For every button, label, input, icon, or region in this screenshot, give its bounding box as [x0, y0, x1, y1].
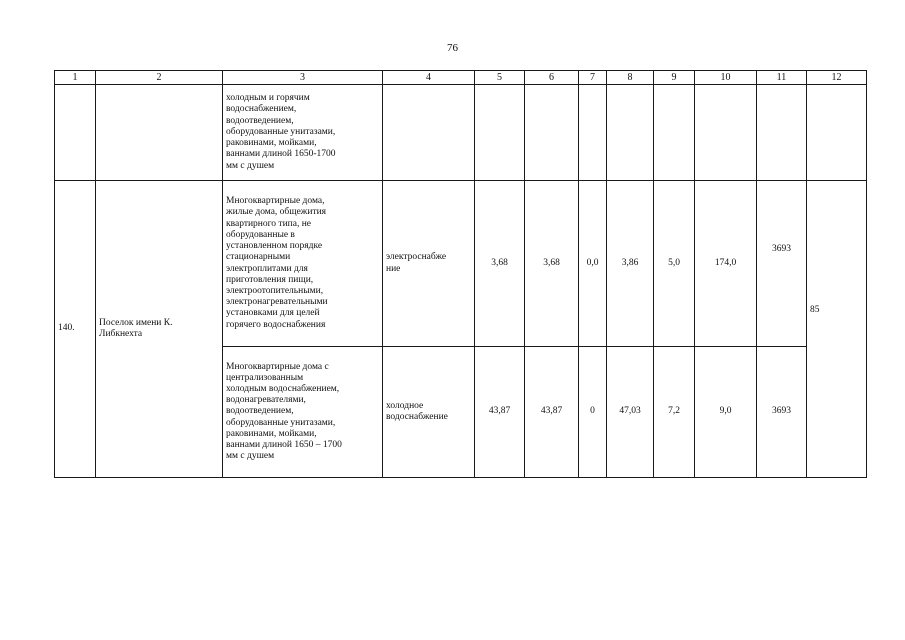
value-col9: 5,0 — [654, 181, 695, 347]
value-col11 — [757, 181, 807, 347]
cell-empty — [695, 85, 757, 181]
cell-empty — [807, 85, 867, 181]
building-type-cell — [223, 347, 383, 478]
header-cell-1: 1 — [55, 71, 96, 85]
cell-empty — [96, 85, 223, 181]
cell-empty — [525, 85, 579, 181]
service-cell — [383, 347, 475, 478]
header-cell-5: 5 — [475, 71, 525, 85]
header-row — [55, 71, 867, 85]
header-cell-12: 12 — [807, 71, 867, 85]
value-col12 — [807, 181, 867, 478]
cell-empty — [607, 85, 654, 181]
cell-empty — [475, 85, 525, 181]
header-cell-10: 10 — [695, 71, 757, 85]
service-cell — [383, 181, 475, 347]
header-cell-2: 2 — [96, 71, 223, 85]
continuation-row — [55, 85, 867, 181]
table-row — [55, 181, 867, 347]
building-type-cell — [223, 181, 383, 347]
cell-empty — [579, 85, 607, 181]
settlement-name — [96, 181, 223, 478]
cell-empty — [654, 85, 695, 181]
value-col11-text: 3693 — [772, 243, 791, 254]
building-type-text: холодным и горячим водоснабжением, водоотведением, оборудованные унитазами, раковинами, мойками, ваннами длиной 1650-1700 мм с душем — [226, 93, 336, 171]
header-cell-9: 9 — [654, 71, 695, 85]
service-text: электроснабже ние — [386, 252, 447, 274]
value-col7: 0 — [579, 347, 607, 478]
building-type-cell — [223, 85, 383, 181]
value-col6: 43,87 — [525, 347, 579, 478]
value-col7: 0,0 — [579, 181, 607, 347]
header-cell-7: 7 — [579, 71, 607, 85]
value-col5: 43,87 — [475, 347, 525, 478]
value-col9: 7,2 — [654, 347, 695, 478]
value-col10: 174,0 — [695, 181, 757, 347]
value-col12-text: 85 — [810, 305, 820, 316]
page-number: 76 — [447, 42, 458, 54]
settlement-text: Поселок имени К. Либкнехта — [99, 317, 173, 339]
cell-empty — [383, 85, 475, 181]
header-cell-4: 4 — [383, 71, 475, 85]
header-cell-6: 6 — [525, 71, 579, 85]
building-type-text: Многоквартирные дома с централизованным холодным водоснабжением, водонагревателями, водоотведением, оборудованные унитазами, раковинами, мойками, ваннами длиной 1650 – 1700 мм с душем — [226, 361, 342, 462]
cell-empty — [757, 85, 807, 181]
cell-empty — [55, 85, 96, 181]
value-col5: 3,68 — [475, 181, 525, 347]
value-col6: 3,68 — [525, 181, 579, 347]
value-col8: 47,03 — [607, 347, 654, 478]
value-col11: 3693 — [757, 347, 807, 478]
building-type-text: Многоквартирные дома, жилые дома, общежития квартирного типа, не оборудованные в установленном порядке стационарными электроплитами для приготовления пищи, электроотопительными, электронагревательными установками для целей горячего водоснабжения — [226, 196, 328, 330]
header-cell-11: 11 — [757, 71, 807, 85]
entry-number: 140. — [55, 181, 96, 478]
tariff-table — [54, 70, 867, 478]
value-col10: 9,0 — [695, 347, 757, 478]
service-text: холодное водоснабжение — [386, 400, 448, 422]
header-cell-8: 8 — [607, 71, 654, 85]
value-col8: 3,86 — [607, 181, 654, 347]
header-cell-3: 3 — [223, 71, 383, 85]
